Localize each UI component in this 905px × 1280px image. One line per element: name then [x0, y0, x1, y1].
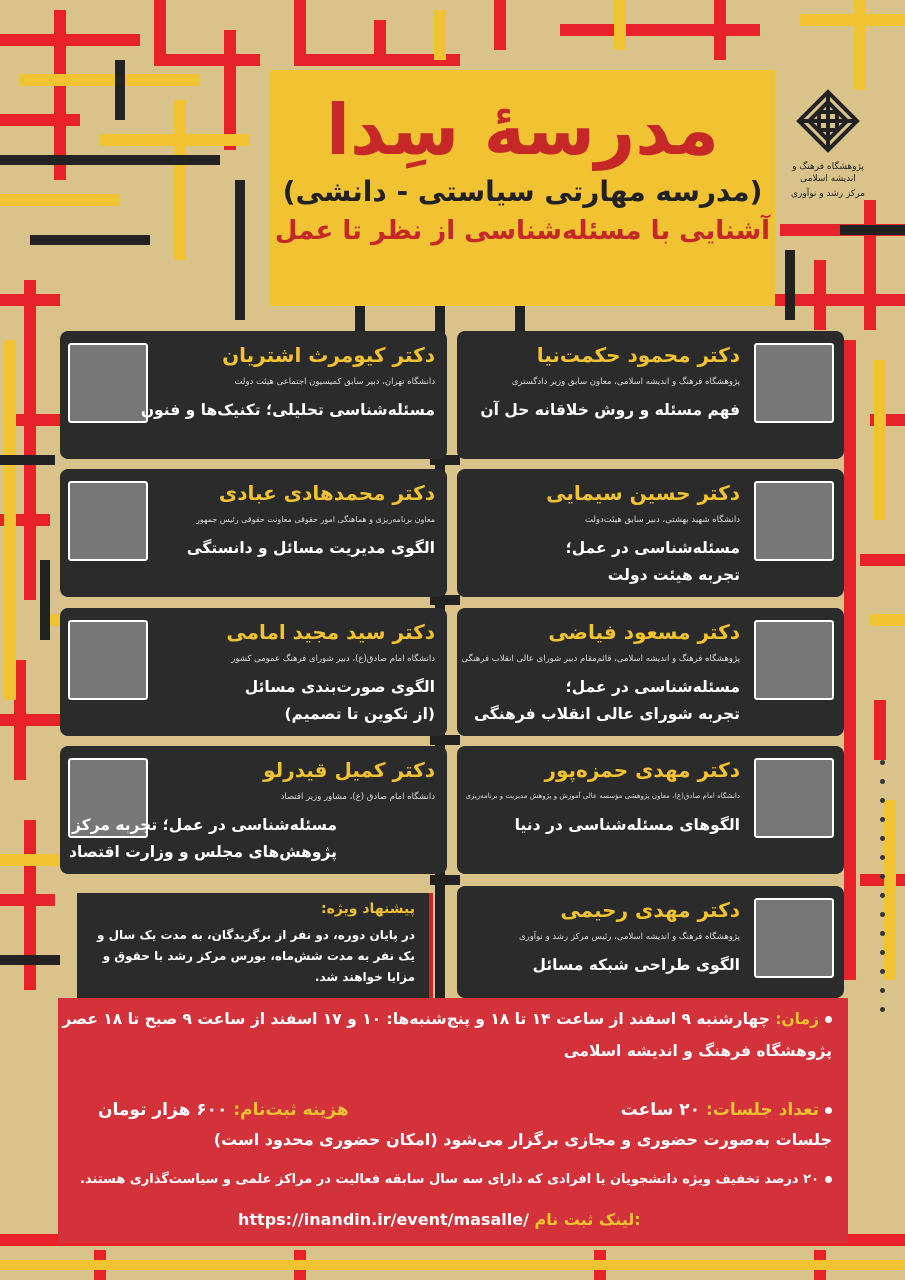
speaker-topic: مسئله‌شناسی در عمل؛ تجربه شورای عالی انقلاب فرهنگی — [474, 678, 740, 724]
institute-logo-icon — [795, 88, 861, 154]
speaker-photo — [754, 343, 834, 423]
speaker-name: دکتر حسین سیمایی — [546, 481, 740, 505]
speaker-affiliation: دانشگاه امام صادق (ع)، مشاور وزیر اقتصاد — [280, 792, 435, 802]
speaker-topic: الگوی مدیریت مسائل و دانستگی — [186, 539, 435, 557]
logo-line-1: پژوهشگاه فرهنگ و اندیشه اسلامی — [792, 162, 864, 184]
fee-label: هزینه ثبت‌نام: — [233, 1100, 349, 1120]
speaker-card — [457, 331, 844, 459]
speaker-name: دکتر سید مجید امامی — [226, 620, 435, 644]
speaker-topic: الگوی طراحی شبکه مسائل — [532, 956, 740, 974]
speaker-affiliation: دانشگاه شهید بهشتی، دبیر سابق هیئت‌دولت — [584, 515, 740, 525]
page-subtitle: (مدرسه مهارتی سیاستی - دانشی) — [282, 175, 763, 208]
logo-line-2: مرکز رشد و نوآوری — [791, 189, 865, 200]
mode-text: جلسات به‌صورت حضوری و مجازی برگزار می‌شود — [443, 1130, 832, 1149]
registration-link[interactable]: https://inandin.ir/event/masalle/ — [238, 1210, 529, 1229]
speaker-card — [60, 331, 447, 459]
speaker-name: دکتر کیومرث اشتریان — [222, 343, 435, 367]
speaker-card — [457, 608, 844, 736]
registration-link-row — [238, 1210, 641, 1229]
mode-note: (امکان حضوری محدود است) — [213, 1130, 438, 1149]
speaker-card — [60, 746, 447, 874]
discount-text: ۲۰ درصد تخفیف ویژه دانشجویان یا افرادی که دارای سه سال سابقه فعالیت در مراکز علمی و سیاست‌گذاری هستند. — [80, 1172, 819, 1187]
speaker-photo — [754, 898, 834, 978]
offer-title: پیشنهاد ویژه: — [320, 901, 415, 917]
speaker-name: دکتر کمیل قیدرلو — [263, 758, 435, 782]
page-tagline: آشنایی با مسئله‌شناسی از نظر تا عمل — [274, 216, 771, 246]
speaker-topic: الگوهای مسئله‌شناسی در دنیا — [514, 816, 740, 834]
speaker-topic: مسئله‌شناسی در عمل؛ تجربه مرکز پژوهش‌های مجلس و وزارت اقتصاد — [69, 816, 337, 862]
speaker-photo — [754, 620, 834, 700]
link-label: لینک ثبت نام: — [534, 1210, 641, 1229]
speaker-affiliation: معاون برنامه‌ریزی و هماهنگی امور حقوقی معاونت حقوقی رئیس جمهور — [196, 515, 435, 524]
institute-logo — [788, 88, 868, 218]
bullet-icon — [825, 1176, 832, 1183]
speaker-photo — [68, 620, 148, 700]
header-title-box — [270, 70, 775, 306]
sessions-value: ۲۰ ساعت — [620, 1100, 701, 1120]
decorative-dots — [879, 760, 885, 1026]
speaker-card — [60, 608, 447, 736]
speaker-affiliation: دانشگاه تهران، دبیر سابق کمیسیون اجتماعی هیئت دولت — [234, 377, 435, 387]
speaker-photo — [754, 758, 834, 838]
discount-row — [80, 1172, 832, 1187]
fee-row — [98, 1100, 349, 1120]
time-row — [62, 1010, 832, 1028]
special-offer-box — [77, 893, 433, 998]
speaker-affiliation: دانشگاه امام صادق(ع)، معاون پژوهشی مؤسسه عالی آموزش و پژوهش مدیریت و برنامه‌ریزی — [465, 792, 740, 800]
page-title: مدرسهٔ سِدا — [326, 89, 719, 171]
event-info-panel — [58, 998, 848, 1243]
speaker-affiliation: دانشگاه امام صادق(ع)، دبیر شورای فرهنگ عمومی کشور — [231, 654, 435, 664]
place-text: پژوهشگاه فرهنگ و اندیشه اسلامی — [563, 1042, 832, 1060]
offer-body: در پایان دوره، دو نفر از برگزیدگان، به مدت یک سال و یک نفر به مدت شش‌ماه، بورس مرکز رشد با حقوق و مزایا خواهند شد. — [96, 928, 415, 984]
fee-value: ۶۰۰ هزار تومان — [98, 1100, 228, 1120]
speaker-card — [457, 886, 844, 998]
speaker-card — [457, 746, 844, 874]
speaker-name: دکتر محمدهادی عبادی — [218, 481, 435, 505]
speaker-topic: مسئله‌شناسی تحلیلی؛ تکنیک‌ها و فنون — [140, 401, 435, 419]
speaker-name: دکتر محمود حکمت‌نیا — [536, 343, 740, 367]
speaker-affiliation: پژوهشگاه فرهنگ و اندیشه اسلامی، قائم‌مقام دبیر شورای عالی انقلاب فرهنگی — [461, 654, 740, 664]
speaker-topic: فهم مسئله و روش خلاقانه حل آن — [480, 401, 740, 419]
speaker-topic: الگوی صورت‌بندی مسائل (از تکوین تا تصمیم) — [244, 678, 435, 724]
speaker-card — [457, 469, 844, 597]
bullet-icon — [825, 1107, 832, 1114]
speaker-photo — [68, 481, 148, 561]
sessions-row — [621, 1100, 832, 1120]
speaker-photo — [68, 343, 148, 423]
speaker-topic: مسئله‌شناسی در عمل؛ تجربه هیئت دولت — [565, 539, 740, 585]
speaker-name: دکتر مسعود فیاضی — [548, 620, 740, 644]
mode-row — [214, 1130, 832, 1149]
speaker-name: دکتر مهدی رحیمی — [560, 898, 740, 922]
speaker-affiliation: پژوهشگاه فرهنگ و اندیشه اسلامی، رئیس مرکز رشد و نوآوری — [518, 932, 740, 942]
time-label: زمان: — [775, 1010, 819, 1028]
speaker-card — [60, 469, 447, 597]
speaker-affiliation: پژوهشگاه فرهنگ و اندیشه اسلامی، معاون سابق وزیر دادگستری — [511, 377, 740, 387]
time-text: چهارشنبه ۹ اسفند از ساعت ۱۴ تا ۱۸ و پنج‌شنبه‌ها: ۱۰ و ۱۷ اسفند از ساعت ۹ صبح تا ۱۸ عصر — [62, 1010, 770, 1028]
speaker-name: دکتر مهدی حمزه‌پور — [544, 758, 740, 782]
bullet-icon — [825, 1016, 832, 1023]
sessions-label: تعداد جلسات: — [705, 1100, 819, 1120]
speaker-photo — [754, 481, 834, 561]
